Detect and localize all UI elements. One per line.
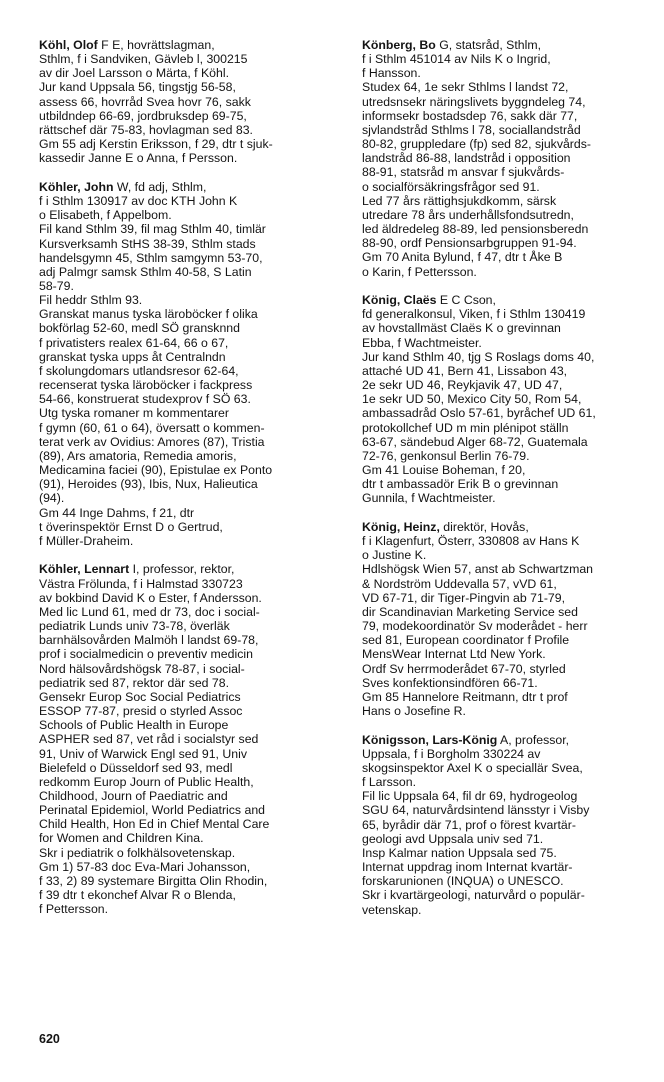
entry-line: adj Palmgr samsk Sthlm 40-58, S Latin <box>39 264 252 279</box>
entry-line: o socialförsäkringsfrågor sed 91. <box>362 179 540 194</box>
entry-line: VD 67-71, dir Tiger-Pingvin ab 71-79, <box>362 590 566 605</box>
entry-line: pediatrik Lunds univ 73-78, överläk <box>39 619 230 634</box>
entry-line: utredare 78 års underhållsfondsutredn, <box>362 207 574 222</box>
entry-line: Kursverksamh StHS 38-39, Sthlm stads <box>39 236 256 251</box>
entry-line: Jur kand Sthlm 40, tjg S Roslags doms 40, <box>362 349 595 364</box>
entry-line: 91, Univ of Warwick Engl sed 91, Univ <box>39 746 247 761</box>
entry-line: o Karin, f Pettersson. <box>362 264 477 279</box>
entry-line: 58-79. <box>39 279 74 293</box>
entry-line: 54-66, konstruerat studexprov f SÖ 63. <box>39 392 251 407</box>
entry-line: Gm 70 Anita Bylund, f 47, dtr t Åke B <box>362 250 563 265</box>
entry-name: Köhler, John <box>39 179 114 194</box>
entry-line <box>39 38 331 52</box>
entry-line: 79, modekoordinatör Sv moderådet - herr <box>362 619 588 634</box>
entry-line: Fil kand Sthlm 39, fil mag Sthlm 40, timlär <box>39 222 266 237</box>
entry-line: Gm 85 Hannelore Reitmann, dtr t prof <box>362 689 568 704</box>
entry-text: I, professor, rektor, <box>129 562 235 577</box>
entry-line: o Justine K. <box>362 548 427 563</box>
entry-line: Med lic Lund 61, med dr 73, doc i social- <box>39 604 260 619</box>
entry-line: kassedir Janne E o Anna, f Persson. <box>39 151 238 166</box>
entry-line: (94). <box>39 491 65 506</box>
entry-line: ASPHER sed 87, vet råd i socialstyr sed <box>39 732 259 747</box>
entry-line: barnhälsovården Malmöh l landst 69-78, <box>39 633 259 648</box>
entry-line: Internat uppdrag inom Internat kvartär- <box>362 860 573 875</box>
entry-line: f i Sthlm 451014 av Nils K o Ingrid, <box>362 52 551 67</box>
entry-line: av dir Joel Larsson o Märta, f Köhl. <box>39 66 230 81</box>
entry-line: sjvlandstråd Sthlms l 78, sociallandstråd <box>362 122 581 137</box>
entry-line: Skr i kvartärgeologi, naturvård o populär- <box>362 888 585 903</box>
entry-line: Child Health, Hon Ed in Chief Mental Care <box>39 817 270 832</box>
entry-name: König, Heinz, <box>362 520 440 534</box>
entry-line: Perinatal Epidemiol, World Pediatrics and <box>39 803 266 818</box>
entry-line: Hdlshögsk Wien 57, anst ab Schwartzman <box>362 562 594 577</box>
entry-line: 1e sekr UD 50, Mexico City 50, Rom 54, <box>362 392 582 407</box>
biography-entry <box>39 562 331 916</box>
entry-line: 88-91, statsråd m ansvar f sjukvårds- <box>362 165 565 180</box>
entry-line: f Hansson. <box>362 66 421 81</box>
entry-line: f Pettersson. <box>39 902 109 917</box>
entry-text: direktör, Hovås, <box>439 520 529 534</box>
entry-line: Jur kand Uppsala 56, tingstjg 56-58, <box>39 80 236 95</box>
entry-line: & Nordström Uddevalla 57, vVD 61, <box>362 576 557 591</box>
entry-line <box>39 562 331 576</box>
entry-line: f gymn (60, 61 o 64), översatt o kommen- <box>39 420 265 435</box>
left-column <box>39 38 331 931</box>
entry-line: MensWear Internat Ltd New York. <box>362 647 546 662</box>
entry-line: f Larsson. <box>362 775 416 790</box>
entry-line: dir Scandinavian Marketing Service sed <box>362 604 578 619</box>
entry-line: Ebba, f Wachtmeister. <box>362 335 482 350</box>
entry-line: Uppsala, f i Borgholm 330224 av <box>362 746 541 761</box>
entry-line: Medicamina faciei (90), Epistulae ex Ponto <box>39 463 273 478</box>
entry-line: f 39 dtr t ekonchef Alvar R o Blenda, <box>39 888 236 903</box>
entry-line: recenserat tyska läroböcker i fackpress <box>39 378 253 393</box>
entry-line <box>362 733 654 747</box>
entry-line: landstråd 86-88, landstråd i opposition <box>362 151 571 166</box>
entry-line: vetenskap. <box>362 902 422 917</box>
entry-line: Fil lic Uppsala 64, fil dr 69, hydrogeolog <box>362 789 578 804</box>
entry-line <box>362 520 654 534</box>
entry-text: G, statsråd, Sthlm, <box>435 38 542 52</box>
entry-line: Utg tyska romaner m kommentarer <box>39 406 229 421</box>
entry-line: Insp Kalmar nation Uppsala sed 75. <box>362 845 557 860</box>
biography-entry <box>39 38 331 165</box>
entry-line: Ordf Sv herrmoderådet 67-70, styrled <box>362 661 566 676</box>
entry-line: utbildndep 66-69, jordbruksdep 69-75, <box>39 108 247 123</box>
entry-line: utredsnsekr näringslivets byggndeleg 74, <box>362 94 586 109</box>
entry-line: f skolungdomars utlandsresor 62-64, <box>39 363 239 378</box>
entry-line: av hovstallmäst Claës K o grevinnan <box>362 321 561 336</box>
entry-line: redkomm Europ Journ of Public Health, <box>39 774 254 789</box>
right-column <box>362 38 654 931</box>
entry-line: Hans o Josefine R. <box>362 704 466 719</box>
entry-line: rättschef där 75-83, hovlagman sed 83. <box>39 122 253 137</box>
biography-entry <box>39 180 331 548</box>
entry-line: Fil heddr Sthlm 93. <box>39 293 143 308</box>
entry-line: prof i socialmedicin o preventiv medicin <box>39 647 253 662</box>
entry-line: Gm 41 Louise Boheman, f 20, <box>362 463 526 478</box>
page-number: 620 <box>39 1032 60 1046</box>
entry-line: av bokbind David K o Ester, f Andersson. <box>39 590 262 605</box>
entry-line: Schools of Public Health in Europe <box>39 718 229 733</box>
entry-line: bokförlag 52-60, medl SÖ gransknnd <box>39 321 240 336</box>
entry-line: 63-67, sändebud Alger 68-72, Guatemala <box>362 434 588 449</box>
entry-line: Sves konfektionsindfören 66-71. <box>362 675 538 690</box>
entry-line: terat verk av Ovidius: Amores (87), Tristia <box>39 434 265 449</box>
entry-line: Sthlm, f i Sandviken, Gävleb l, 300215 <box>39 52 248 67</box>
entry-line: ESSOP 77-87, presid o styrled Assoc <box>39 704 243 719</box>
biography-entry <box>362 520 654 718</box>
entry-line: Gunnila, f Wachtmeister. <box>362 491 496 506</box>
entry-text: F E, hovrättslagman, <box>97 38 215 52</box>
entry-line: Granskat manus tyska läroböcker f olika <box>39 307 258 322</box>
entry-line: protokollchef UD m min plénipot ställn <box>362 420 569 435</box>
entry-line: t överinspektör Ernst D o Gertrud, <box>39 519 223 534</box>
entry-line: led äldredeleg 88-89, led pensionsberedn <box>362 222 589 237</box>
entry-name: Köhl, Olof <box>39 38 98 52</box>
entry-line: attaché UD 41, Bern 41, Lissabon 43, <box>362 363 568 378</box>
entry-line: Gm 1) 57-83 doc Eva-Mari Johansson, <box>39 859 251 874</box>
entry-line: Gm 55 adj Kerstin Eriksson, f 29, dtr t sjuk- <box>39 137 273 152</box>
entry-line <box>362 293 654 307</box>
entry-line: granskat tyska upps åt Centralndn <box>39 349 226 364</box>
entry-name: Köhler, Lennart <box>39 562 130 577</box>
entry-line: Led 77 års rättighsjukdkomm, särsk <box>362 193 557 208</box>
entry-line: 65, byrådir där 71, prof o förest kvartär- <box>362 817 576 832</box>
entry-line: Skr i pediatrik o folkhälsovetenskap. <box>39 845 236 860</box>
entry-line: f i Klagenfurt, Österr, 330808 av Hans K <box>362 534 580 549</box>
entry-line: forskarunionen (INQUA) o UNESCO. <box>362 874 564 889</box>
biography-entry <box>362 293 654 505</box>
entry-line: f 33, 2) 89 systemare Birgitta Olin Rhodin, <box>39 873 268 888</box>
entry-name: König, Claës <box>362 293 437 308</box>
entry-line: 72-76, genkonsul Berlin 76-79. <box>362 448 530 463</box>
entry-line: Bielefeld o Düsseldorf sed 93, medl <box>39 760 233 775</box>
entry-line: informsekr bostadsdep 76, sakk där 77, <box>362 108 578 123</box>
entry-line: 88-90, ordf Pensionsarbgruppen 91-94. <box>362 236 577 251</box>
biography-entry <box>362 733 654 917</box>
entry-name: Könberg, Bo <box>362 38 436 52</box>
biography-entry <box>362 38 654 279</box>
entry-line: Nord hälsovårdshögsk 78-87, i social- <box>39 661 245 676</box>
entry-line: ambassadråd Oslo 57-61, byråchef UD 61, <box>362 406 596 421</box>
entry-line: 2e sekr UD 46, Reykjavik 47, UD 47, <box>362 378 563 393</box>
entry-line <box>39 180 331 194</box>
entry-line <box>362 38 654 52</box>
entry-text: W, fd adj, Sthlm, <box>113 179 207 194</box>
entry-line: handelsgymn 45, Sthlm samgymn 53-70, <box>39 250 263 265</box>
entry-line: f Müller-Draheim. <box>39 533 134 548</box>
entry-line: sed 81, European coordinator f Profile <box>362 633 570 648</box>
entry-line: Gensekr Europ Soc Social Pediatrics <box>39 689 241 704</box>
entry-line: SGU 64, naturvårdsintend länsstyr i Visby <box>362 803 590 818</box>
entry-line: f privatisters realex 61-64, 66 o 67, <box>39 335 229 350</box>
entry-line: Studex 64, 1e sekr Sthlms l landst 72, <box>362 80 569 95</box>
entry-line: Gm 44 Inge Dahms, f 21, dtr <box>39 505 195 520</box>
entry-name: Königsson, Lars-König <box>362 732 498 747</box>
entry-line: f i Sthlm 130917 av doc KTH John K <box>39 194 238 209</box>
entry-line: (89), Ars amatoria, Remedia amoris, <box>39 448 237 463</box>
entry-line: dtr t ambassadör Erik B o grevinnan <box>362 477 559 492</box>
entry-line: for Women and Children Kina. <box>39 831 204 846</box>
entry-line: fd generalkonsul, Viken, f i Sthlm 130419 <box>362 307 586 322</box>
entry-text: A, professor, <box>497 732 570 747</box>
entry-line: Childhood, Journ of Paediatric and <box>39 788 228 803</box>
entry-line: skogsinspektor Axel K o speciallär Svea, <box>362 761 583 775</box>
entry-text: E C Cson, <box>436 293 496 308</box>
entry-line: Västra Frölunda, f i Halmstad 330723 <box>39 576 243 591</box>
entry-line: pediatrik sed 87, rektor där sed 78. <box>39 675 230 690</box>
entry-line: 80-82, gruppledare (fp) sed 82, sjukvårds- <box>362 137 591 152</box>
entry-line: assess 66, hovrråd Svea hovr 76, sakk <box>39 94 251 109</box>
entry-line: (91), Heroides (93), Ibis, Nux, Halieutica <box>39 477 258 492</box>
entry-line: geologi avd Uppsala univ sed 71. <box>362 831 544 846</box>
entry-line: o Elisabeth, f Appelbom. <box>39 208 172 223</box>
